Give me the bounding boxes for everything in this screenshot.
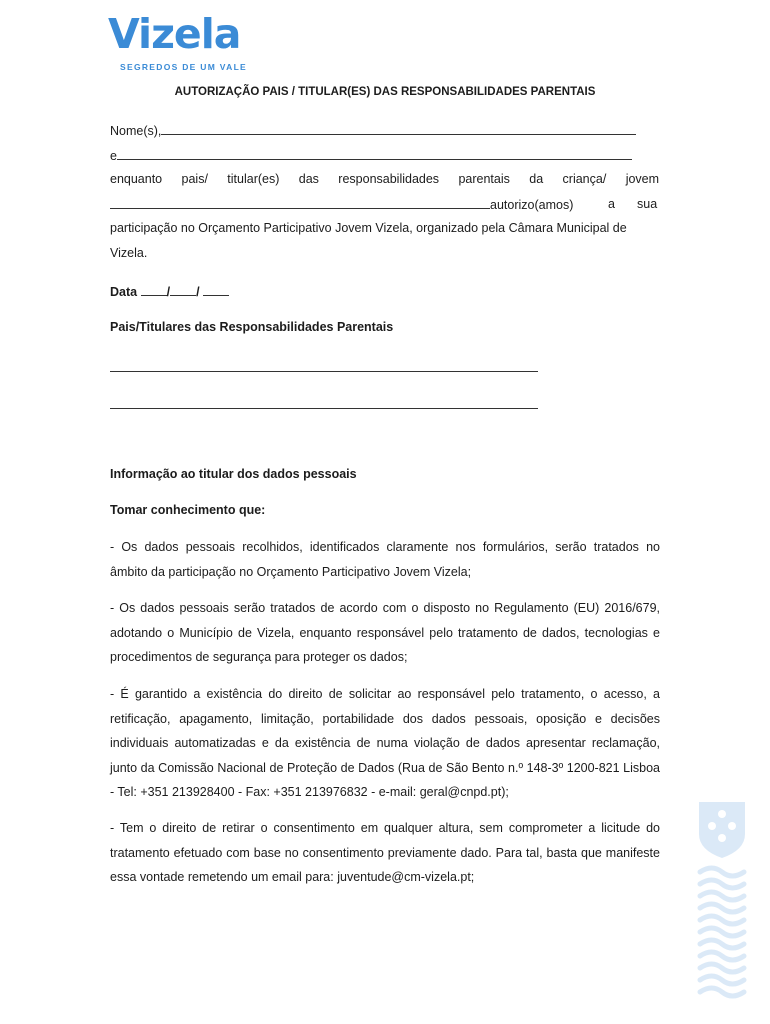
crianca-blank[interactable] [110,197,490,209]
word: criança/ [562,172,607,186]
word: da [529,172,544,186]
vizela-emblem-watermark [697,800,747,1000]
word: enquanto [110,172,163,186]
data-year-blank[interactable] [203,284,229,296]
word: responsabilidades [338,172,440,186]
word: jovem [625,172,660,186]
word: parentais [458,172,510,186]
autorizo-word: autorizo(amos) [490,198,574,212]
data-month-blank[interactable] [170,284,196,296]
e-blank[interactable] [117,148,632,160]
data-label: Data [110,285,138,299]
info-paragraph-1: - Os dados pessoais recolhidos, identificados claramente nos formulários, serão tratados no âmbito da participação no Orçamento Participativo Jovem Vizela; [110,540,660,579]
nome-line [110,123,636,138]
autorizo-sua: sua [637,197,658,211]
info-paragraph-4: - Tem o direito de retirar o consentimento em qualquer altura, sem comprometer a licitude do tratamento efetuado com base no consentimento previamente dado. Para tal, basta que manifeste essa vontade remetendo um email para: juventude@cm-vizela.pt; [110,821,660,884]
signers-label: Pais/Titulares das Responsabilidades Parentais [110,320,394,334]
signature-line-1[interactable] [110,371,538,372]
nome-blank[interactable] [161,123,636,135]
autorizo-line [110,197,659,212]
form-title: AUTORIZAÇÃO PAIS / TITULAR(ES) DAS RESPONSABILIDADES PARENTAIS [174,86,596,98]
info-paragraph-3: - É garantido a existência do direito de solicitar ao responsável pelo tratamento, o acesso, a retificação, apagamento, limitação, portabilidade dos dados pessoais, oposição e decisões individuais automatizadas e da existência de numa violação de dados apresentar reclamação, junto da Comissão Nacional de Proteção de Dados (Rua de São Bento n.º 148-3º 1200-821 Lisboa - Tel: +351 213928400 - Fax: +351 213976832 - e-mail: geral@cnpd.pt); [110,687,660,799]
data-separator: / [196,285,200,299]
signature-line-2[interactable] [110,408,538,409]
vizela-logo [108,10,248,76]
info-paragraph-2: - Os dados pessoais serão tratados de acordo com o disposto no Regulamento (EU) 2016/679, adotando o Município de Vizela, enquanto responsável pelo tratamento de dados, tecnologias e procedimentos de segurança para proteger os dados; [110,601,660,664]
logo-tagline: SEGREDOS DE UM VALE [120,62,248,72]
info-subheading: Tomar conhecimento que: [110,503,266,517]
vizela-line: Vizela. [110,246,148,260]
autorizo-a: a [608,197,615,211]
logo-wordmark: Vizela [108,10,241,58]
data-separator: / [166,285,171,299]
enquanto-line [110,172,659,186]
participacao-line: participação no Orçamento Participativo Jovem Vizela, organizado pela Câmara Municipal de [110,221,627,235]
word: das [298,172,319,186]
info-heading: Informação ao titular dos dados pessoais [110,467,357,481]
nome-label: Nome(s), [110,124,162,138]
word: titular(es) [227,172,280,186]
data-line [110,284,229,299]
data-day-blank[interactable] [141,284,167,296]
e-label: e [110,149,117,163]
word: pais/ [181,172,208,186]
e-line [110,148,632,163]
